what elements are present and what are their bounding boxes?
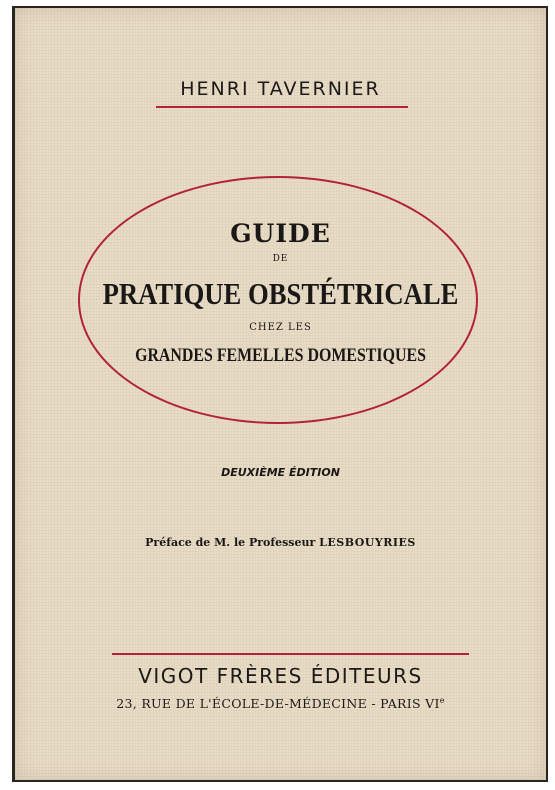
publisher-rule <box>112 653 469 655</box>
address-superscript: e <box>439 696 445 705</box>
preface-author: LESBOUYRIES <box>319 536 416 549</box>
publisher-address <box>15 696 546 711</box>
title-connector-de: DE <box>272 254 289 264</box>
publisher-name: VIGOT FRÈRES ÉDITEURS <box>138 664 423 688</box>
address-text: 23, RUE DE L'ÉCOLE-DE-MÉDECINE - PARIS VI <box>116 696 440 712</box>
book-cover <box>12 6 548 782</box>
author-name: HENRI TAVERNIER <box>180 78 381 100</box>
title-subtitle: GRANDES FEMELLES DOMESTIQUES <box>135 346 426 366</box>
title-main: PRATIQUE OBSTÉTRICALE <box>102 276 459 311</box>
title-guide: GUIDE <box>230 219 331 248</box>
title-connector-chez-les: CHEZ LES <box>249 322 312 333</box>
author-underline <box>156 106 408 108</box>
preface-line <box>15 536 546 549</box>
preface-prefix: Préface de M. le Professeur <box>145 536 320 549</box>
edition-label: DEUXIÈME ÉDITION <box>221 466 340 479</box>
